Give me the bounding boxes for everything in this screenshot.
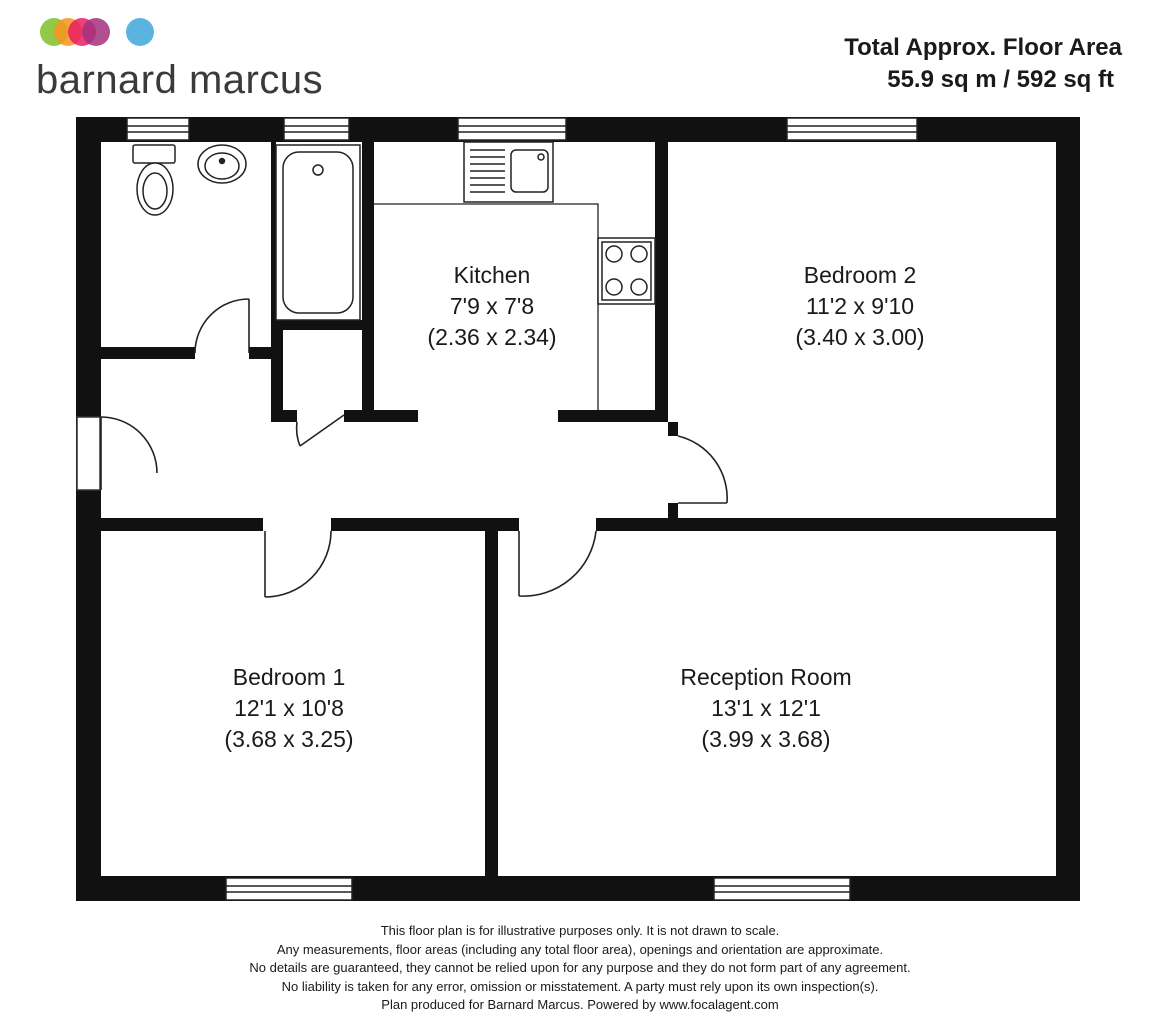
kitchen-bedroom2-wall	[655, 142, 668, 422]
disclaimer-line: No details are guaranteed, they cannot be relied upon for any purpose and they do not form part of any agreement.	[249, 960, 911, 975]
cupboard-wall-top	[271, 320, 374, 330]
room-bedroom-2	[795, 260, 924, 353]
outer-wall-right	[1056, 117, 1080, 901]
bathroom-wall-bottom	[101, 347, 195, 359]
room-bedroom-1-name: Bedroom 1	[232, 664, 346, 690]
hall-wall-c	[596, 518, 1056, 531]
room-kitchen	[427, 260, 556, 353]
hall-wall-a	[101, 518, 263, 531]
window-bedroom2	[787, 118, 917, 140]
walls	[76, 117, 1080, 901]
bedroom1-reception-wall	[485, 531, 498, 876]
bath-icon	[276, 145, 360, 320]
window-reception	[714, 878, 850, 900]
brand-name: barnard marcus	[36, 58, 324, 102]
door-cupboard	[297, 415, 344, 446]
bathroom-wall-stub	[249, 347, 271, 359]
disclaimer-line: Plan produced for Barnard Marcus. Powered by www.focalagent.com	[381, 997, 779, 1012]
outer-wall-left	[76, 117, 101, 901]
toilet-icon	[133, 145, 175, 215]
door-bedroom2	[678, 436, 727, 503]
room-bedroom-2-imperial: 11'2 x 9'10	[805, 293, 915, 319]
cupboard-wall-bottom-left	[271, 410, 297, 422]
cupboard-wall-bottom-right	[344, 410, 418, 422]
room-kitchen-name: Kitchen	[453, 262, 531, 288]
kitchen-sink-icon	[464, 142, 553, 202]
room-kitchen-metric: (2.36 x 2.34)	[427, 324, 557, 350]
kitchen-wall-bottom	[558, 410, 668, 422]
room-reception-name: Reception Room	[680, 664, 852, 690]
door-bedroom1	[265, 531, 331, 597]
room-reception-metric: (3.99 x 3.68)	[701, 726, 831, 752]
room-kitchen-imperial: 7'9 x 7'8	[449, 293, 535, 319]
door-bathroom	[195, 299, 249, 353]
fixtures	[133, 142, 655, 410]
window-kitchen	[458, 118, 566, 140]
room-bedroom-2-name: Bedroom 2	[803, 262, 917, 288]
room-bedroom-2-metric: (3.40 x 3.00)	[795, 324, 925, 350]
room-bedroom-1-imperial: 12'1 x 10'8	[234, 695, 344, 721]
door-entrance	[101, 417, 157, 490]
doors	[101, 299, 727, 597]
room-reception-imperial: 13'1 x 12'1	[711, 695, 821, 721]
cupboard-wall-left	[271, 328, 283, 412]
disclaimer-line: This floor plan is for illustrative purposes only. It is not drawn to scale.	[380, 923, 780, 938]
floor-area-title: Total Approx. Floor Area	[844, 34, 1122, 61]
window-bath	[284, 118, 349, 140]
bathroom-kitchen-wall	[362, 142, 374, 412]
outer-wall-top	[76, 117, 1080, 142]
room-bedroom-1	[224, 662, 353, 755]
floor-area-value: 55.9 sq m / 592 sq ft	[887, 66, 1114, 93]
window-wc	[127, 118, 189, 140]
bedroom2-wall-stub	[668, 422, 678, 436]
entrance-opening	[77, 417, 100, 490]
door-reception	[519, 531, 596, 596]
basin-icon	[198, 145, 246, 183]
hall-wall-b	[331, 518, 519, 531]
disclaimer-line: No liability is taken for any error, omission or misstatement. A party must rely upon its own inspection(s).	[281, 978, 879, 994]
disclaimer-line: Any measurements, floor areas (including any total floor area), openings and orientation are approximate.	[276, 941, 884, 957]
hob-icon	[598, 238, 655, 304]
disclaimer	[0, 922, 1160, 1015]
room-bedroom-1-metric: (3.68 x 3.25)	[224, 726, 354, 752]
window-bedroom1	[226, 878, 352, 900]
room-reception	[680, 662, 851, 755]
